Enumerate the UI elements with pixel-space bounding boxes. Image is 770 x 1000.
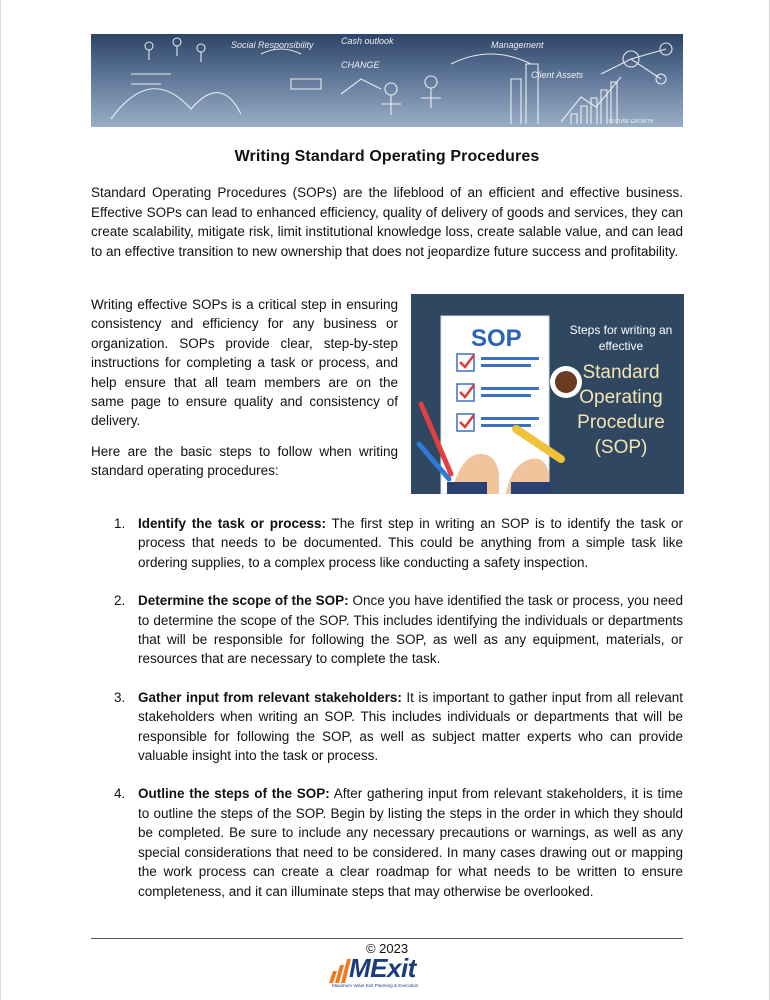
banner-word: Social Responsibility <box>231 40 314 50</box>
intro-paragraph: Standard Operating Procedures (SOPs) are the lifeblood of an efficient and effective business. Effective SOPs can lead to enhanced efficiency, quality of delivery of goods and services, they can create scalability, mitigate risk, limit institutional knowledge loss, create salable value, and can lead to an effective transition to new ownership that does not jeopardize future success and profitability. <box>91 185 683 260</box>
step-number: 1. <box>114 516 126 531</box>
step-heading: Outline the steps of the SOP: <box>138 786 330 802</box>
mexit-logo <box>327 955 447 991</box>
banner-sketch <box>91 34 683 127</box>
body-paragraph: Here are the basic steps to follow when writing standard operating procedures: <box>91 444 398 479</box>
step-heading: Determine the scope of the SOP: <box>138 593 349 609</box>
banner-word: CHANGE <box>341 60 380 70</box>
logo-tagline: Maximum Value Exit Planning & Execution <box>332 983 419 988</box>
banner-word: Management <box>491 40 544 50</box>
step-heading: Identify the task or process: <box>138 516 326 531</box>
footer-divider <box>91 938 683 939</box>
sop-illustration <box>411 294 684 494</box>
step-text: The first step in writing an SOP is to identify the task or process that needs to be documented. This could be anything from a simple task like ordering supplies, to a complex process like conducting a safety inspection. <box>138 516 683 570</box>
figure-heading: Standard Operating Procedure (SOP) <box>577 362 665 458</box>
step-text: After gathering input from relevant stakeholders, it is time to outline the steps of the SOP. Begin by listing the steps in the order in which they should be completed. Be sure to include any necessary precautions or warnings, as well as any special considerations that need to be considered. In many cases drawing out or mapping the work process can create a clear roadmap for what needs to be written to ensure completeness, and it can illuminate steps that may otherwise be overlooked. <box>138 786 683 899</box>
figure-subtitle: Steps for writing an effective <box>569 323 673 353</box>
clipboard-sop-label: SOP <box>471 325 522 352</box>
step-text: Once you have identified the task or process, you need to determine the scope of the SOP. This includes identifying the individuals or departments that will be responsible for following the SOP, as well as any equipment, materials, or resources that are necessary to complete the task. <box>138 593 683 667</box>
list-item <box>114 591 683 669</box>
step-number: 2. <box>114 593 126 609</box>
step-number: 3. <box>114 689 126 705</box>
banner-word: Cash outlook <box>341 36 394 46</box>
step-text: It is important to gather input from all relevant stakeholders when writing an SOP. This includes individuals or departments that will be responsible for following the SOP, as well as subject matter experts who can provide valuable insight into the task or process. <box>138 689 684 764</box>
step-number: 4. <box>114 786 126 802</box>
list-item <box>114 784 683 900</box>
logo-wordmark: MExit <box>349 953 416 983</box>
steps-list <box>114 514 683 920</box>
document-title: Writing Standard Operating Procedures <box>234 148 540 165</box>
copyright-text: © 2023 <box>365 941 409 956</box>
banner-word: Client Assets <box>531 70 584 80</box>
list-item <box>114 688 683 766</box>
body-paragraph: Writing effective SOPs is a critical step in ensuring consistency and efficiency for any business or organization. SOPs provide clear, step-by-step instructions for completing a task or process, and help ensure that all team members are on the same page to ensure quality and consistency of delivery. <box>91 297 398 429</box>
logo-bars-icon <box>327 957 351 985</box>
header-banner-image <box>91 34 683 127</box>
banner-word: FUTURE GROWTH <box>609 119 654 125</box>
step-heading: Gather input from relevant stakeholders: <box>138 689 402 705</box>
list-item <box>114 514 683 572</box>
